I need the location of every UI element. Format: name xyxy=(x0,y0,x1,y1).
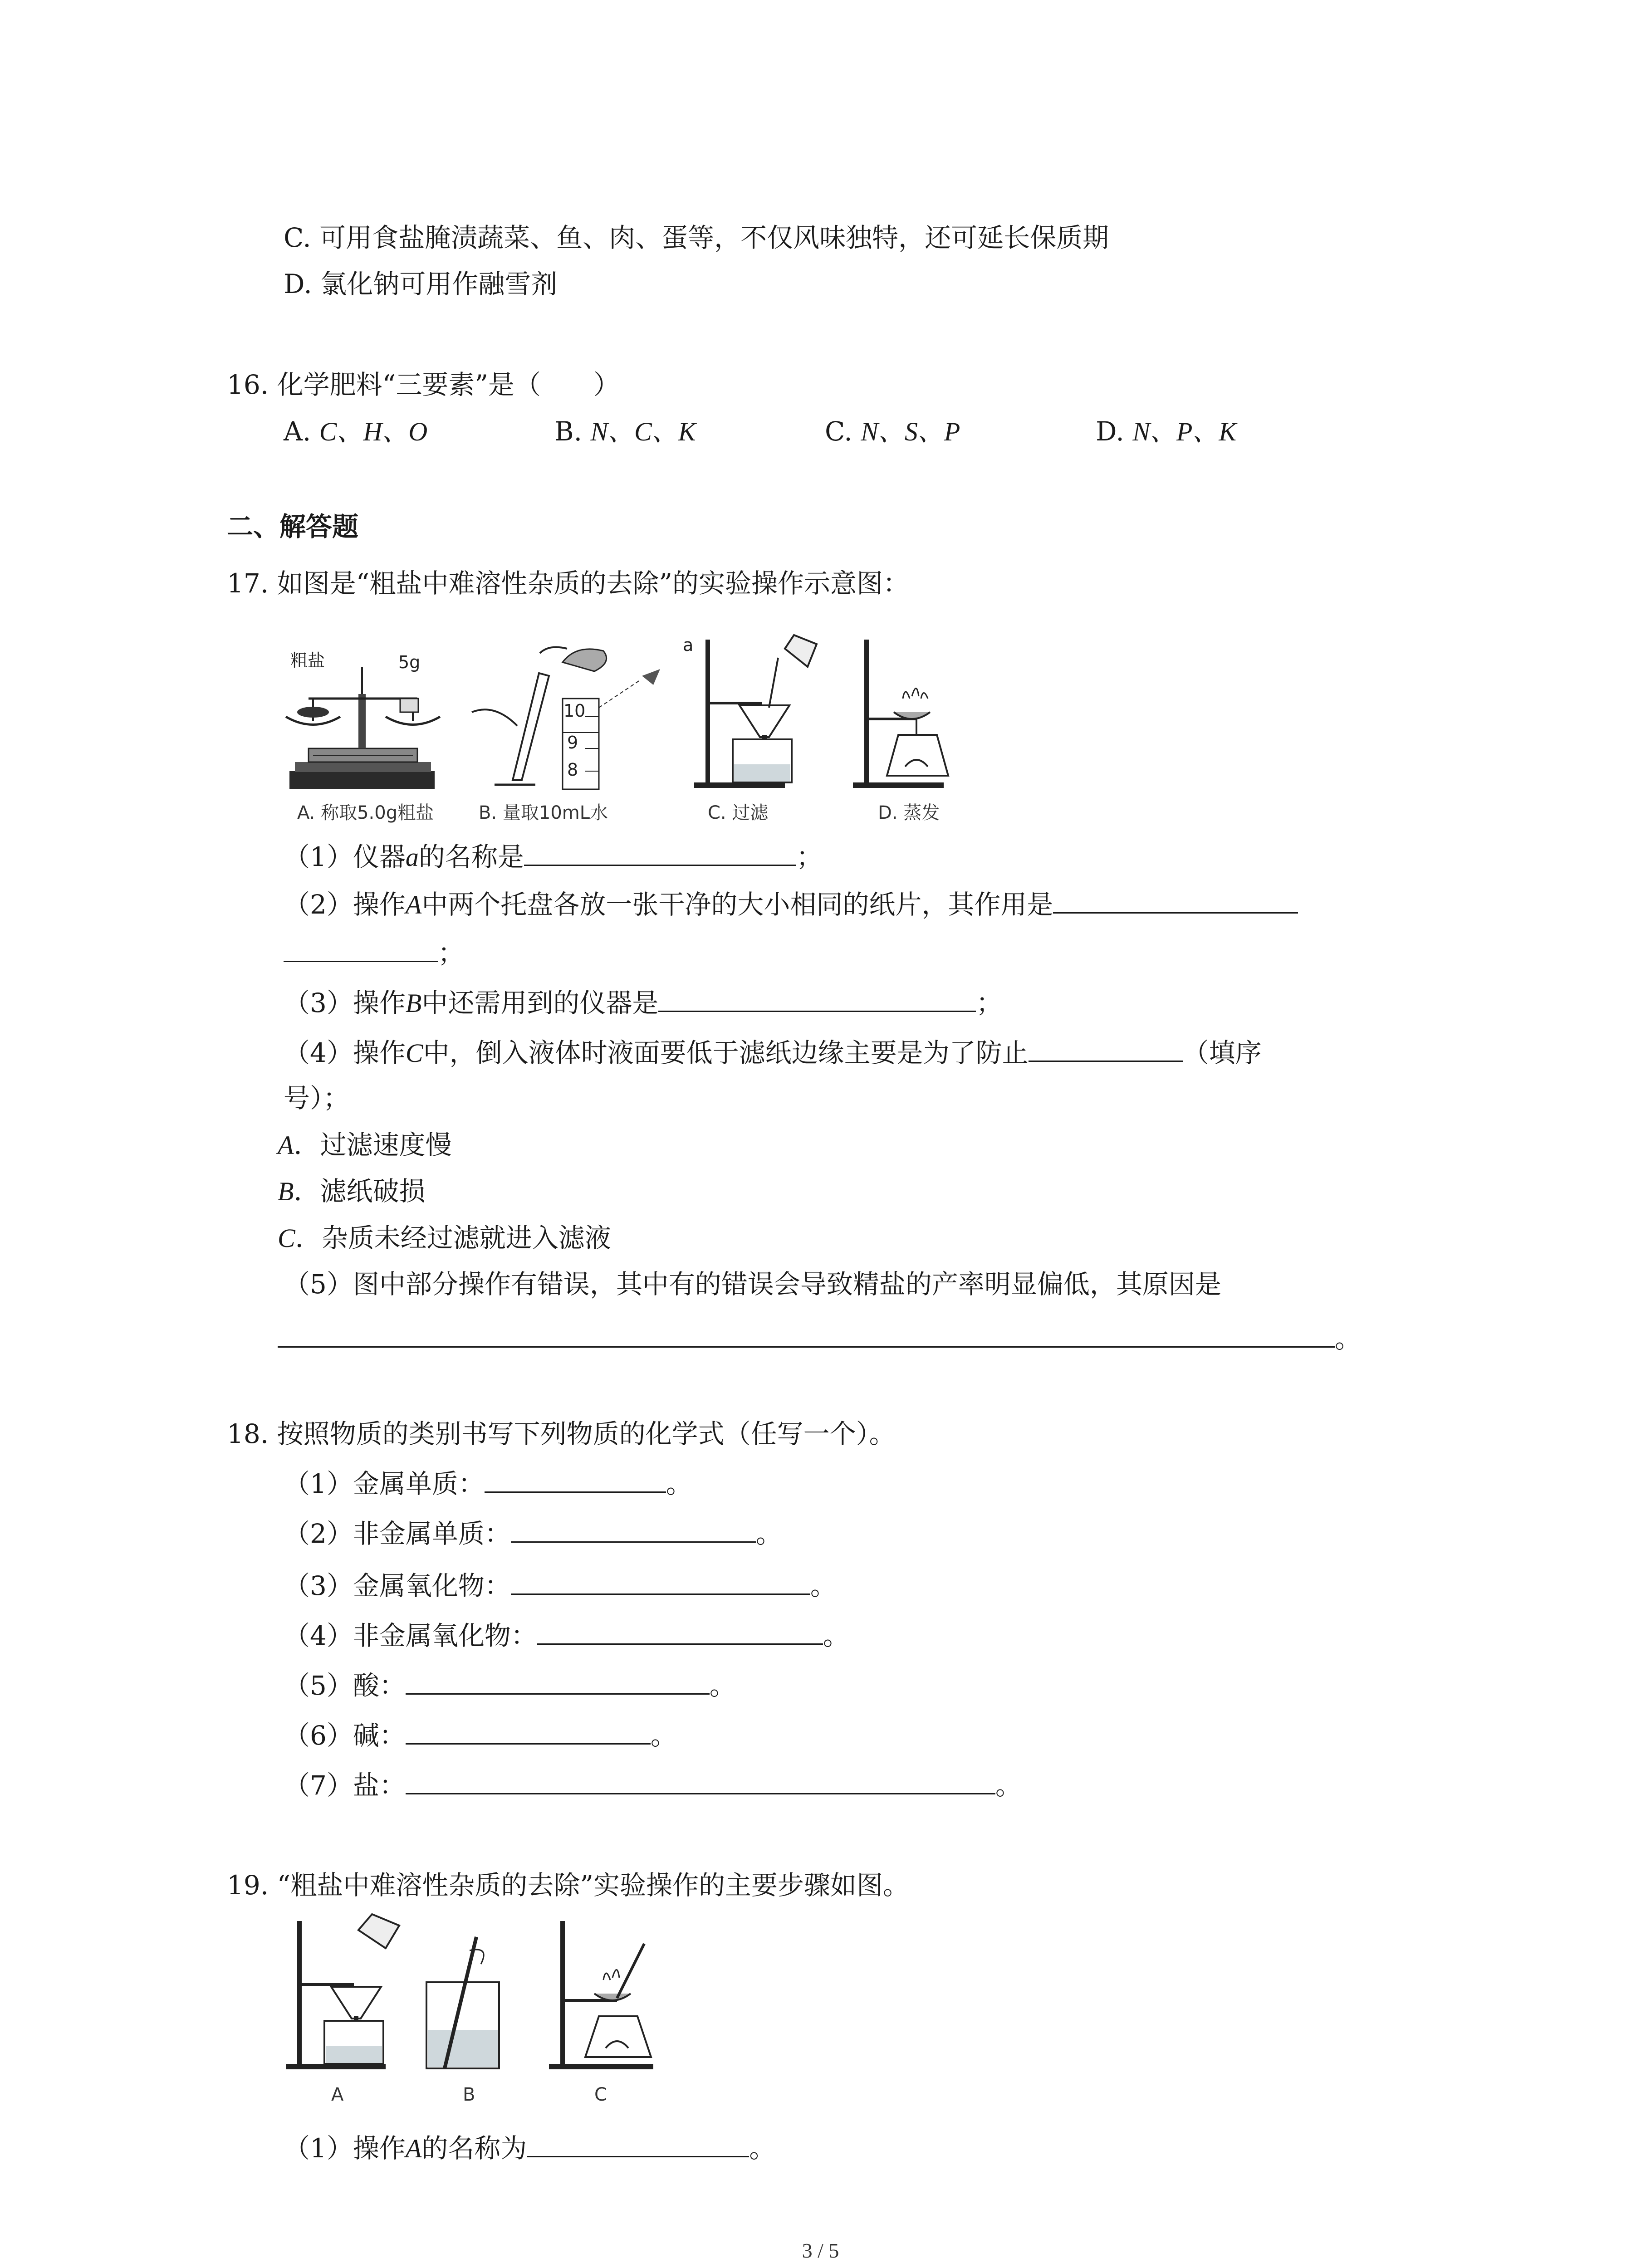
q19-part1: （1）操作A的名称为 。 xyxy=(284,2130,775,2165)
caption-b: B. 量取10mL水 xyxy=(479,802,608,823)
q17-part5-answer: 。 xyxy=(278,1320,1361,1355)
q17-choice-b: B．滤纸破损 xyxy=(278,1176,426,1207)
scale-10: 10 xyxy=(563,701,586,721)
answer-blank[interactable] xyxy=(1029,1034,1183,1062)
page-number: 3 / 5 xyxy=(802,2239,839,2262)
evaporation-illustration xyxy=(848,631,966,798)
answer-blank[interactable] xyxy=(511,1515,756,1543)
q18-stem: 18. 按照物质的类别书写下列物质的化学式（任写一个）。 xyxy=(227,1418,896,1449)
filtration-illustration xyxy=(681,631,844,798)
q18-item-7: （7）盐： 。 xyxy=(284,1767,1022,1802)
q17-choice-a: A．过滤速度慢 xyxy=(278,1129,452,1160)
q15-option-c: C. 可用食盐腌渍蔬菜、鱼、肉、蛋等，不仅风味独特，还可延长保质期 xyxy=(284,222,1109,253)
q18-item-4: （4）非金属氧化物： 。 xyxy=(284,1617,849,1652)
q19-stem: 19. “粗盐中难溶性杂质的去除”实验操作的主要步骤如图。 xyxy=(227,1870,909,1901)
q17-stem: 17. 如图是“粗盐中难溶性杂质的去除”的实验操作示意图： xyxy=(227,568,909,599)
answer-blank[interactable] xyxy=(284,934,438,962)
q18-item-2: （2）非金属单质： 。 xyxy=(284,1515,782,1550)
caption-a: A. 称取5.0g粗盐 xyxy=(297,802,434,823)
caption-d: D. 蒸发 xyxy=(878,802,940,823)
answer-blank[interactable] xyxy=(524,838,796,866)
caption-c: C. 过滤 xyxy=(708,802,769,823)
label-crude-salt: 粗盐 xyxy=(290,650,325,670)
label-a: a xyxy=(683,635,694,655)
section-title: 二、解答题 xyxy=(227,511,359,542)
q16-option-d: D. N、P、K xyxy=(1096,416,1237,447)
q17-part3: （3）操作B中还需用到的仪器是 ； xyxy=(284,984,1002,1020)
q16-stem: 16. 化学肥料“三要素”是（ ） xyxy=(227,369,620,400)
answer-blank[interactable] xyxy=(511,1567,810,1595)
q17-part4-cont: 号）； xyxy=(284,1083,350,1114)
q16-option-a: A. C、H、O xyxy=(284,416,428,447)
filtration-illustration xyxy=(281,1912,404,2080)
q18-item-5: （5）酸： 。 xyxy=(284,1667,736,1702)
caption-c: C xyxy=(594,2084,607,2105)
q17-choice-c: C．杂质未经过滤就进入滤液 xyxy=(278,1222,611,1253)
q17-part2-cont: ； xyxy=(284,934,464,969)
q17-part5: （5）图中部分操作有错误，其中有的错误会导致精盐的产率明显偏低，其原因是 xyxy=(284,1269,1221,1300)
q17-part4: （4）操作C中，倒入液体时液面要低于滤纸边缘主要是为了防止 （填序 xyxy=(284,1034,1262,1070)
answer-blank[interactable] xyxy=(406,1667,710,1695)
answer-blank[interactable] xyxy=(537,1617,823,1645)
caption-a: A xyxy=(331,2084,344,2105)
answer-blank[interactable] xyxy=(1053,886,1298,914)
q16-option-c: C. N、S、P xyxy=(825,416,960,447)
answer-blank[interactable] xyxy=(485,1465,666,1493)
answer-blank[interactable] xyxy=(406,1717,651,1745)
q18-item-6: （6）碱： 。 xyxy=(284,1717,677,1752)
scale-8: 8 xyxy=(567,760,578,780)
evaporation-illustration xyxy=(544,1912,662,2080)
beaker-stirring-illustration xyxy=(417,1932,508,2082)
answer-blank[interactable] xyxy=(278,1320,1335,1348)
q18-item-1: （1）金属单质： 。 xyxy=(284,1465,692,1500)
q17-part1: （1）仪器a的名称是 ； xyxy=(284,838,823,874)
q17-part2: （2）操作A中两个托盘各放一张干净的大小相同的纸片，其作用是 xyxy=(284,886,1298,921)
scale-9: 9 xyxy=(567,733,578,753)
q16-option-b: B. N、C、K xyxy=(554,416,696,447)
q15-option-d: D. 氯化钠可用作融雪剂 xyxy=(284,269,558,299)
caption-b: B xyxy=(463,2084,475,2105)
q18-item-3: （3）金属氧化物： 。 xyxy=(284,1567,837,1602)
answer-blank[interactable] xyxy=(527,2130,749,2157)
label-5g: 5g xyxy=(398,652,421,672)
answer-blank[interactable] xyxy=(658,984,976,1012)
answer-blank[interactable] xyxy=(406,1767,995,1794)
